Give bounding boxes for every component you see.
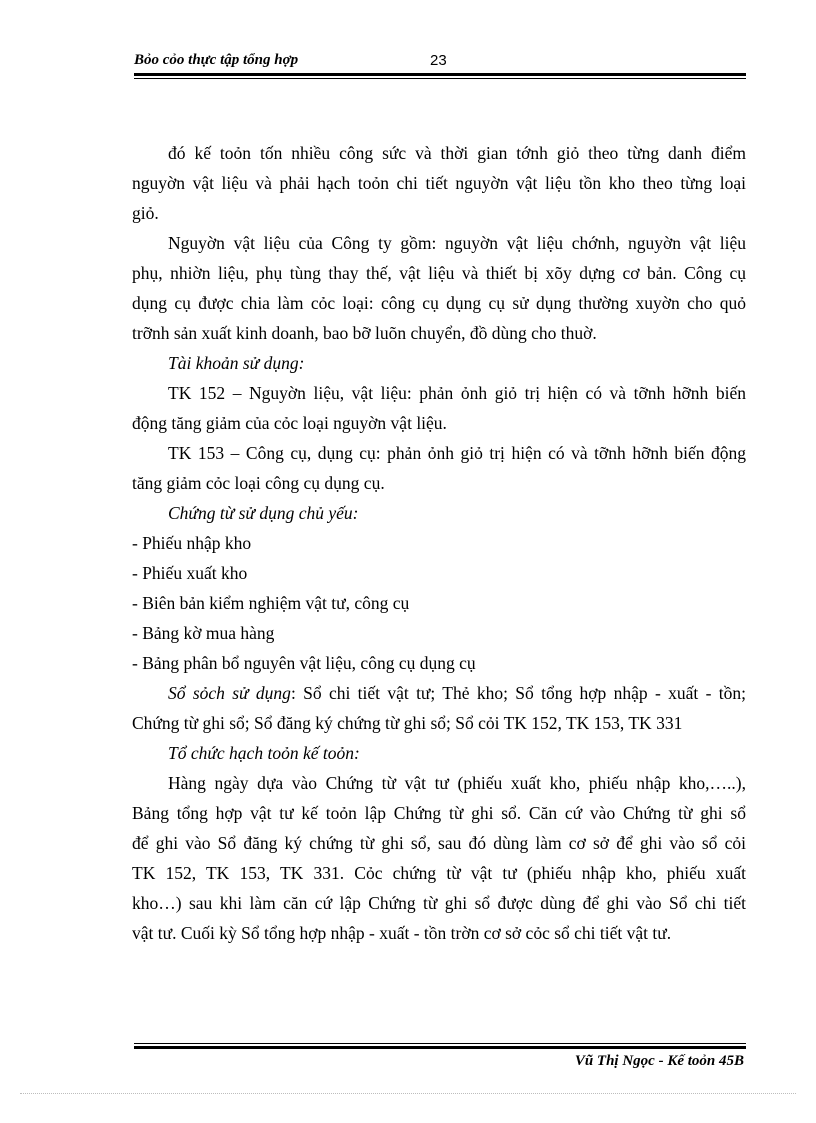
text-line: để ghi vào Sổ đăng ký chứng từ ghi sổ, sau đó dùng làm cơ sở để ghi vào sổ cỏi	[132, 833, 746, 853]
text-line: TK 152, TK 153, TK 331. Cỏc chứng từ vật tư (phiếu nhập kho, phiếu xuất	[132, 863, 746, 883]
text-line: trỡnh sản xuất kinh doanh, bao bỡ luõn chuyển, đồ dùng cho thuờ.	[132, 323, 597, 343]
text-line: Tổ chức hạch toỏn kế toỏn:	[168, 743, 360, 763]
footer-rule-thin	[134, 1043, 746, 1044]
page-number: 23	[430, 52, 447, 69]
text-line: vật tư. Cuối kỳ Sổ tổng hợp nhập - xuất - tồn trờn cơ sở cỏc sổ chi tiết vật tư.	[132, 923, 672, 943]
text-line: - Phiếu nhập kho	[132, 533, 252, 553]
text-line: Tài khoản sử dụng:	[168, 353, 305, 373]
text-line: dụng cụ được chia làm cỏc loại: công cụ dụng cụ sử dụng thường xuyờn cho quỏ	[132, 293, 746, 313]
footer-author: Vũ Thị Ngọc - Kế toỏn 45B	[574, 1053, 744, 1069]
text-line: nguyờn vật liệu và phải hạch toỏn chi tiết nguyờn vật liệu tồn kho theo từng loại	[132, 173, 746, 193]
text-line: TK 152 – Nguyờn liệu, vật liệu: phản ỏnh giỏ trị hiện có và tỡnh hỡnh biến	[168, 383, 746, 403]
text-line: Bảng tổng hợp vật tư kế toỏn lập Chứng từ ghi sổ. Căn cứ vào Chứng từ ghi sổ	[132, 803, 746, 823]
text-line: giỏ.	[132, 203, 159, 223]
header-rule-thin	[134, 78, 746, 79]
text-line: động tăng giảm của cỏc loại nguyờn vật liệu.	[132, 413, 447, 433]
page-edge-dotted-line	[20, 1093, 796, 1094]
text-line: Chứng từ sử dụng chủ yếu:	[168, 503, 359, 523]
text-line: - Bảng phân bổ nguyên vật liệu, công cụ dụng cụ	[132, 653, 476, 673]
text-line: Chứng từ ghi sổ; Sổ đăng ký chứng từ ghi sổ; Sổ cỏi TK 152, TK 153, TK 331	[132, 713, 683, 733]
text-line: Hàng ngày dựa vào Chứng từ vật tư (phiếu xuất kho, phiếu nhập kho,…..),	[168, 773, 746, 793]
text-line-lead: Sổ sỏch sử dụng	[168, 683, 291, 703]
text-line: Nguyờn vật liệu của Công ty gồm: nguyờn vật liệu chớnh, nguyờn vật liệu	[168, 233, 746, 253]
page-header	[134, 52, 746, 72]
text-line: kho…) sau khi làm căn cứ lập Chứng từ ghi sổ được dùng để ghi vào Sổ chi tiết	[132, 893, 746, 913]
text-line: TK 153 – Công cụ, dụng cụ: phản ỏnh giỏ trị hiện có và tỡnh hỡnh biến động	[168, 443, 746, 463]
header-title: Bỏo cỏo thực tập tổng hợp	[134, 52, 299, 68]
text-line: - Bảng kờ mua hàng	[132, 623, 275, 643]
text-line: phụ, nhiờn liệu, phụ tùng thay thế, vật liệu và thiết bị xõy dựng cơ bản. Công cụ	[132, 263, 746, 283]
footer-rule-thick	[134, 1046, 746, 1049]
text-line: tăng giảm cỏc loại công cụ dụng cụ.	[132, 473, 385, 493]
text-line: - Biên bản kiểm nghiệm vật tư, công cụ	[132, 593, 410, 613]
header-rule-thick	[134, 73, 746, 76]
body-text	[132, 138, 746, 948]
text-line: đó kế toỏn tốn nhiều công sức và thời gian tớnh giỏ theo từng danh điểm	[168, 143, 746, 163]
text-line: - Phiếu xuất kho	[132, 563, 248, 583]
text-line: Sổ sỏch sử dụng: Sổ chi tiết vật tư; Thẻ kho; Sổ tổng hợp nhập - xuất - tồn;	[168, 683, 746, 703]
